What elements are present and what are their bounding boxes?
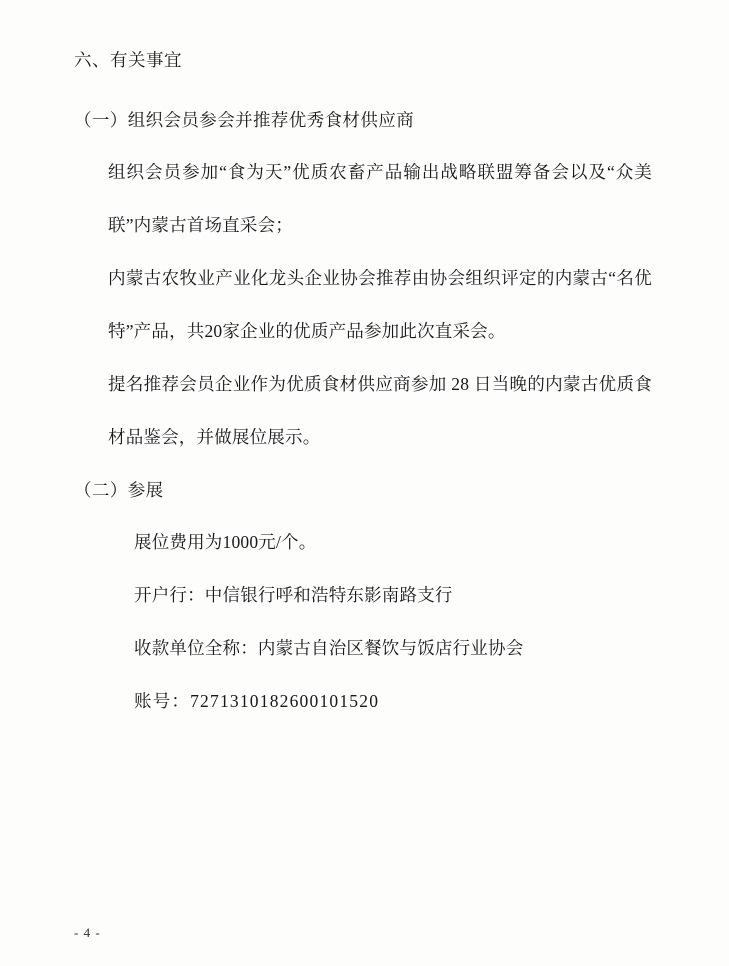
- document-body: [74, 38, 652, 728]
- bank-branch-line: 开户行：中信银行呼和浩特东影南路支行: [134, 585, 453, 605]
- booth-fee-line: 展位费用为1000元/个。: [134, 532, 317, 552]
- payee-name-line: 收款单位全称：内蒙古自治区餐饮与饭店行业协会: [134, 638, 524, 658]
- subsection-one-title: （一）组织会员参会并推荐优秀食材供应商: [74, 110, 415, 130]
- page-number: - 4 -: [74, 925, 101, 940]
- subsection-one-paragraph-3: 提名推荐会员企业作为优质食材供应商参加 28 日当晚的内蒙古优质食材品鉴会，并做展位展示。: [108, 374, 652, 447]
- subsection-two-title: （二）参展: [74, 480, 164, 500]
- subsection-one-paragraph-1: 组织会员参加“食为天”优质农畜产品输出战略联盟筹备会以及“众美联”内蒙古首场直采会；: [108, 162, 652, 235]
- account-number-line: 账号：7271310182600101520: [134, 691, 380, 711]
- section-heading: 六、有关事宜: [74, 50, 182, 70]
- spacer: [74, 82, 652, 94]
- subsection-one-paragraph-2: 内蒙古农牧业产业化龙头企业协会推荐由协会组织评定的内蒙古“名优特”产品，共20家企业的优质产品参加此次直采会。: [108, 268, 652, 341]
